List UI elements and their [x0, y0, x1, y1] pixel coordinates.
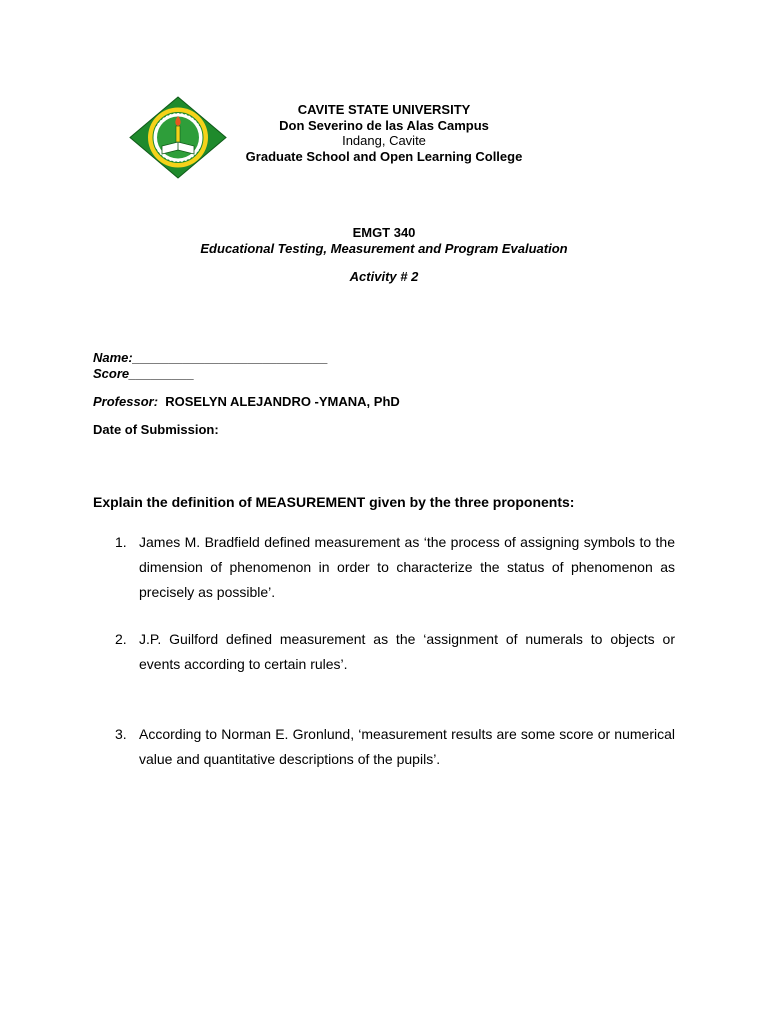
course-code: EMGT 340	[352, 225, 416, 240]
list-item-text: J.P. Guilford defined measurement as the ‘assignment of numerals to objects or events according to certain rules’.	[139, 631, 675, 672]
course-header	[90, 225, 678, 285]
student-info	[93, 350, 400, 438]
university-header	[160, 102, 608, 164]
question-prompt: Explain the definition of MEASUREMENT given by the three proponents:	[93, 494, 575, 510]
college-name: Graduate School and Open Learning College	[245, 148, 523, 164]
list-item-text: According to Norman E. Gronlund, ‘measurement results are some score or numerical value and quantitative descriptions of the pupils’.	[139, 726, 675, 767]
score-field-label: Score_________	[93, 366, 195, 381]
date-of-submission-label: Date of Submission:	[93, 422, 219, 437]
course-title: Educational Testing, Measurement and Program Evaluation	[200, 241, 568, 256]
name-field-label: Name:___________________________	[93, 350, 328, 365]
professor-line	[93, 394, 400, 410]
professor-name: ROSELYN ALEJANDRO -YMANA, PhD	[165, 394, 400, 409]
list-item-text: James M. Bradfield defined measurement as ‘the process of assigning symbols to the dimension of phenomenon in order to characterize the status of phenomenon as precisely as possible’.	[139, 534, 675, 600]
university-name: CAVITE STATE UNIVERSITY	[297, 102, 471, 117]
list-item-number: 2.	[115, 631, 127, 647]
campus-name: Don Severino de las Alas Campus	[279, 117, 489, 133]
professor-label: Professor:	[93, 394, 159, 409]
activity-number: Activity # 2	[349, 269, 419, 284]
campus-location: Indang, Cavite	[342, 133, 426, 148]
list-item-number: 3.	[115, 726, 127, 742]
list-item-number: 1.	[115, 534, 127, 550]
